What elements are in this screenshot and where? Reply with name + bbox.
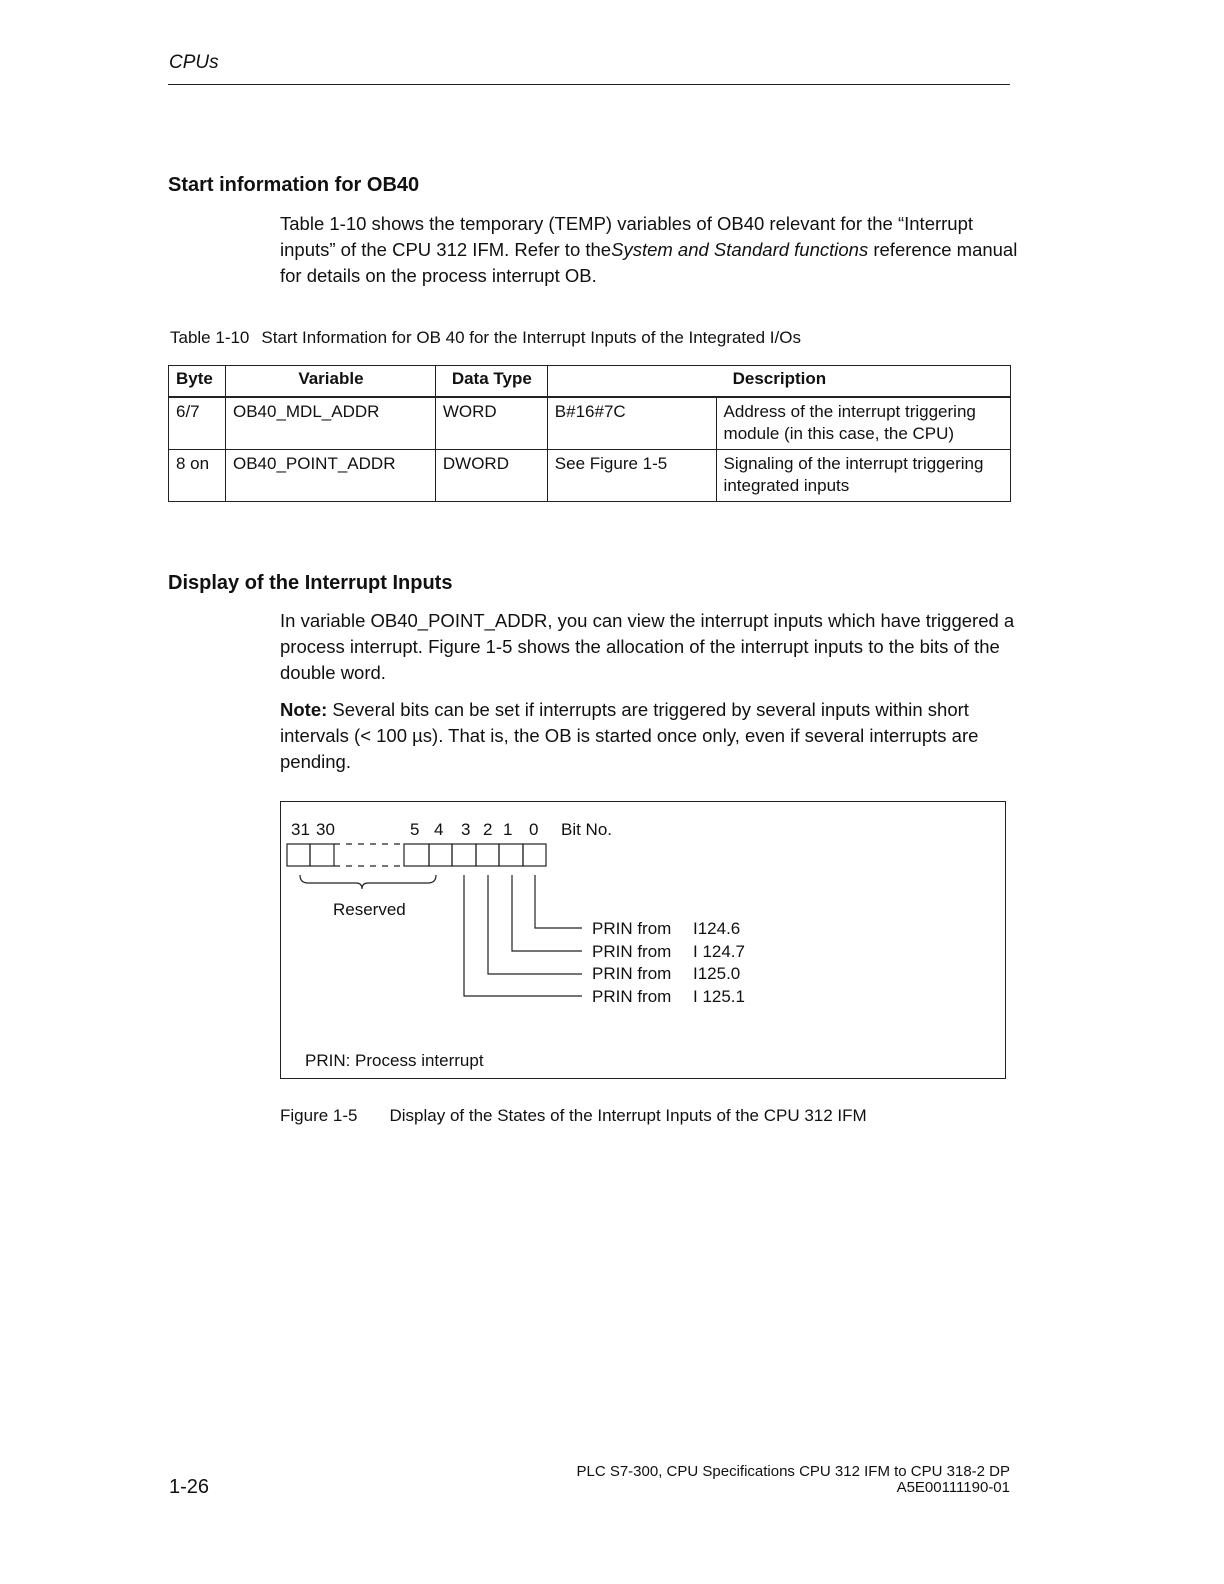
bit-cell — [476, 844, 499, 866]
cell-description: Address of the interrupt triggering module (in this case, the CPU) — [716, 397, 1010, 450]
prin-label: PRIN from — [592, 964, 672, 983]
leader-line-bit-0 — [535, 875, 582, 928]
section-paragraph-interrupt-inputs: In variable OB40_POINT_ADDR, you can view the interrupt inputs which have triggered a process interrupt. Figure 1-5 shows the allocation of the interrupt inputs to the bits of the double word. — [280, 610, 1015, 683]
leader-line-bit-3 — [464, 875, 582, 996]
bit-cell — [310, 844, 334, 866]
bit-label-1: 1 — [503, 820, 513, 839]
bit-cell — [523, 844, 546, 866]
running-header: CPUs — [169, 52, 219, 73]
bit-label-0: 0 — [529, 820, 539, 839]
note-text: Several bits can be set if interrupts are triggered by several inputs within short intervals (< 100 µs). That is, the OB is started once only, even if several interrupts are pending. — [280, 699, 979, 772]
leader-lines — [464, 875, 582, 996]
bit-cell — [404, 844, 429, 866]
prin-input: I124.6 — [693, 919, 741, 938]
table-row — [169, 450, 1011, 502]
column-header-byte: Byte — [169, 366, 226, 398]
cell-type: WORD — [435, 397, 547, 450]
interrupt-bits-diagram — [280, 801, 1006, 1079]
footer-doc-id: A5E00111190-01 — [896, 1479, 1010, 1496]
note-paragraph — [280, 697, 1020, 775]
bit-cell — [499, 844, 523, 866]
column-header-data-type: Data Type — [435, 366, 547, 398]
bit-cell — [452, 844, 476, 866]
bit-no-label: Bit No. — [561, 820, 613, 839]
section-heading-interrupt-inputs: Display of the Interrupt Inputs — [168, 572, 453, 594]
column-header-description: Description — [547, 366, 1010, 398]
paragraph-text-part2: reference manual for details on the process interrupt OB. — [280, 239, 1018, 286]
prin-label: PRIN from — [592, 919, 672, 938]
figure-caption-text: Display of the States of the Interrupt Inputs of the CPU 312 IFM — [389, 1106, 867, 1125]
cell-value: B#16#7C — [547, 397, 716, 450]
leader-line-bit-1 — [512, 875, 582, 951]
prin-label: PRIN from — [592, 987, 672, 1006]
ob40-start-info-table — [168, 365, 1011, 502]
reserved-brace — [300, 875, 436, 889]
table-header-row — [169, 366, 1011, 398]
figure-caption-number: Figure 1-5 — [280, 1106, 358, 1125]
bit-cell — [287, 844, 310, 866]
section-heading-start-info: Start information for OB40 — [168, 174, 420, 196]
table-row — [169, 397, 1011, 450]
table-caption-text: Start Information for OB 40 for the Interrupt Inputs of the Integrated I/Os — [261, 328, 801, 347]
prin-input: I 125.1 — [693, 987, 745, 1006]
bit-label-2: 2 — [483, 820, 493, 839]
cell-value: See Figure 1-5 — [547, 450, 716, 502]
header-rule — [168, 84, 1010, 85]
column-header-variable: Variable — [225, 366, 435, 398]
footer-doc-title: PLC S7-300, CPU Specifications CPU 312 IFM to CPU 318-2 DP — [576, 1463, 1010, 1480]
footer-doc-info — [576, 1464, 1010, 1496]
figure-legend: PRIN: Process interrupt — [305, 1051, 484, 1070]
bit-label-4: 4 — [434, 820, 444, 839]
cell-description: Signaling of the interrupt triggering integrated inputs — [716, 450, 1010, 502]
prin-input: I125.0 — [693, 964, 741, 983]
figure-caption — [280, 1106, 867, 1126]
reserved-label: Reserved — [333, 900, 406, 919]
prin-input: I 124.7 — [693, 942, 745, 961]
bit-label-30: 30 — [316, 820, 335, 839]
bit-label-31: 31 — [291, 820, 310, 839]
bit-cell — [429, 844, 452, 866]
cell-variable: OB40_MDL_ADDR — [225, 397, 435, 450]
table-caption-number: Table 1-10 — [170, 328, 250, 347]
section-paragraph-start-info — [280, 211, 1020, 289]
cell-byte: 6/7 — [169, 397, 226, 450]
bit-label-3: 3 — [461, 820, 471, 839]
cell-variable: OB40_POINT_ADDR — [225, 450, 435, 502]
bit-label-5: 5 — [410, 820, 420, 839]
bit-cells — [287, 844, 546, 866]
paragraph-text-part1: Table 1-10 shows the temporary (TEMP) variables of OB40 relevant for the “Interrupt inputs” of the CPU 312 IFM. Refer to the — [280, 213, 974, 260]
table-caption — [170, 328, 801, 348]
page-number: 1-26 — [169, 1476, 210, 1498]
prin-label: PRIN from — [592, 942, 672, 961]
cell-type: DWORD — [435, 450, 547, 502]
manual-title: System and Standard functions — [611, 239, 869, 260]
cell-byte: 8 on — [169, 450, 226, 502]
note-label: Note: — [280, 699, 328, 720]
